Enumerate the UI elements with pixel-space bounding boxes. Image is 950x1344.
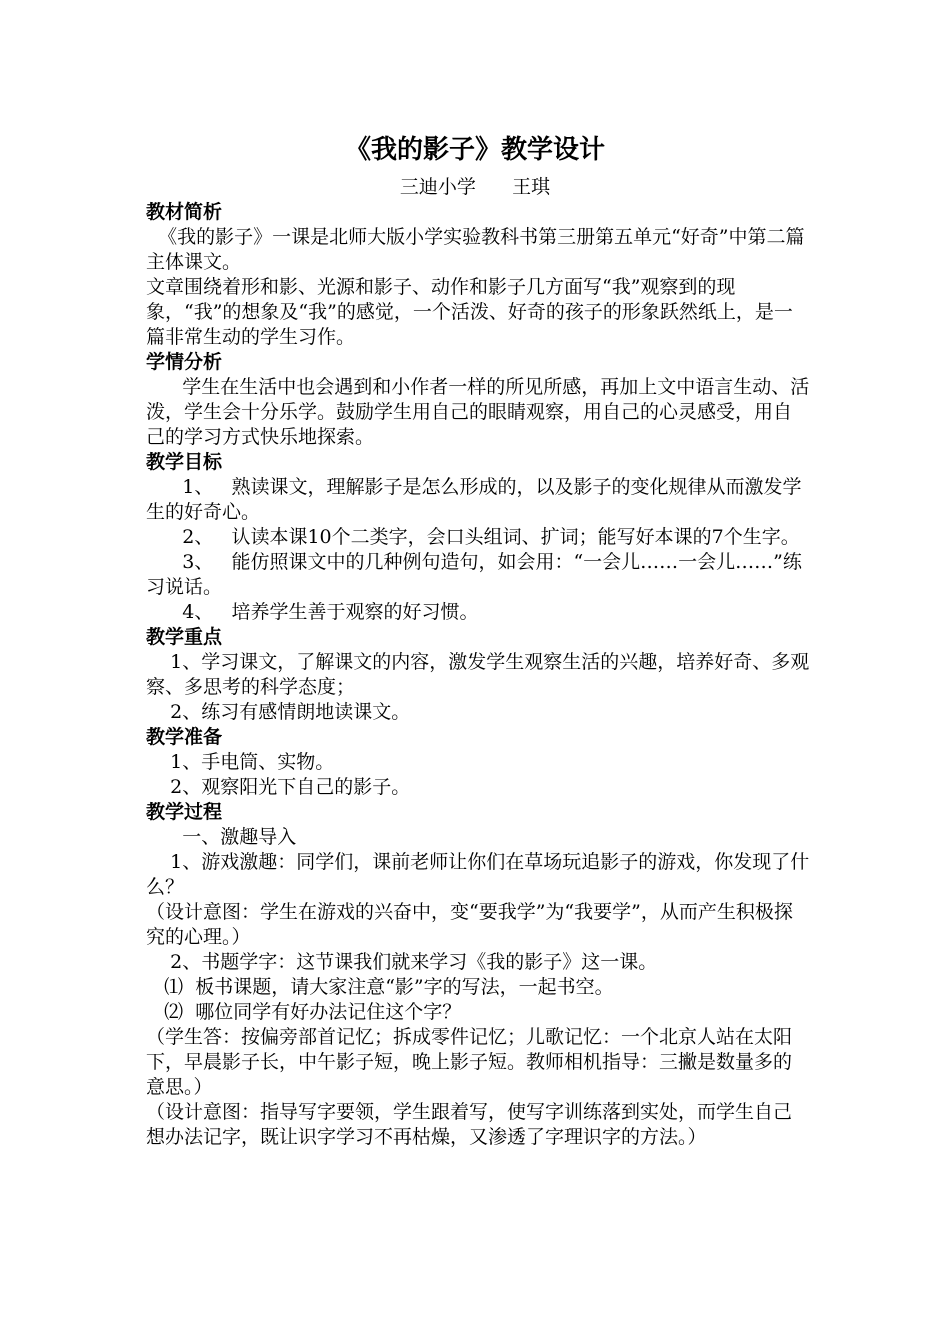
document-body [146,200,810,1150]
paragraph: 学生在生活中也会遇到和小作者一样的所见所感，再加上文中语言生动、活泼，学生会十分乐学。鼓励学生用自己的眼睛观察，用自己的心灵感受，用自己的学习方式快乐地探索。 [146,376,810,448]
section-heading: 教学准备 [146,726,223,748]
paragraph: 1、学习课文，了解课文的内容，激发学生观察生活的兴趣，培养好奇、多观察、多思考的科学态度； [146,651,810,698]
section-heading: 教材简析 [146,201,223,223]
paragraph: 文章围绕着形和影、光源和影子、动作和影子几方面写“我”观察到的现象，“我”的想象及“我”的感觉，一个活泼、好奇的孩子的形象跃然纸上，是一篇非常生动的学生习作。 [146,276,793,348]
section-heading: 教学重点 [146,626,223,648]
paragraph: 一、激趣导入 [146,826,297,848]
paragraph: 2、 认读本课10个二类字，会口头组词、扩词；能写好本课的7个生字。 [146,526,800,548]
paragraph: 1、 熟读课文，理解影子是怎么形成的，以及影子的变化规律从而激发学生的好奇心。 [146,476,802,523]
paragraph: 4、 培养学生善于观察的好习惯。 [146,601,479,623]
paragraph: 3、 能仿照课文中的几种例句造句，如会用：“一会儿……一会儿……”练习说话。 [146,551,802,598]
paragraph: 《我的影子》一课是北师大版小学实验教科书第三册第五单元“好奇”中第二篇主体课文。 [146,226,805,273]
paragraph: （设计意图：学生在游戏的兴奋中，变“要我学”为“我要学”，从而产生积极探究的心理。） [146,901,793,948]
paragraph: 2、书题学字：这节课我们就来学习《我的影子》这一课。 [146,951,658,973]
paragraph: （学生答：按偏旁部首记忆；拆成零件记忆；儿歌记忆：一个北京人站在太阳下，早晨影子长，中午影子短，晚上影子短。教师相机指导：三撇是数量多的意思。） [146,1026,793,1098]
paragraph: ⑴ 板书课题，请大家注意“影”字的写法，一起书空。 [146,976,614,998]
paragraph: 2、观察阳光下自己的影子。 [146,776,411,798]
section-heading: 教学目标 [146,451,223,473]
paragraph: 1、游戏激趣：同学们，课前老师让你们在草场玩追影子的游戏，你发现了什么？ [146,851,810,898]
paragraph: 1、手电筒、实物。 [146,751,335,773]
document-title: 《我的影子》教学设计 [344,135,605,165]
author-line: 三迪小学 王琪 [399,176,551,198]
section-heading: 教学过程 [146,801,223,823]
paragraph: （设计意图：指导写字要领，学生跟着写，使写字训练落到实处，而学生自己想办法记字，既让识字学习不再枯燥，又渗透了字理识字的方法。） [146,1101,793,1148]
paragraph: 2、练习有感情朗地读课文。 [146,701,411,723]
section-heading: 学情分析 [146,351,223,373]
paragraph: ⑵ 哪位同学有好办法记住这个字？ [146,1001,462,1023]
